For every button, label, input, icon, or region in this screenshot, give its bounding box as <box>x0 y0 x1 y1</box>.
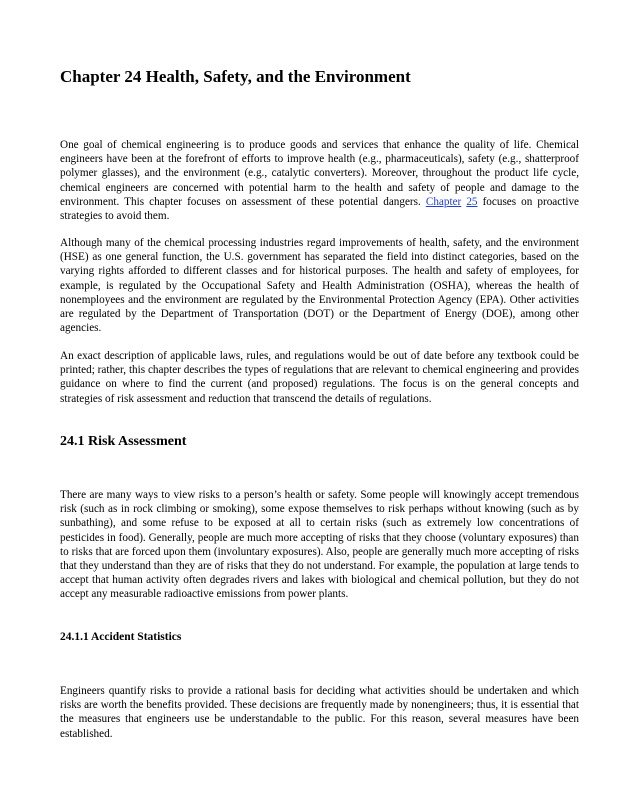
risk-assessment-paragraph: There are many ways to view risks to a person’s health or safety. Some people will knowingly accept tremendous risk (such as in rock climbing or smoking), some expose themselves to risk perhaps without knowing (such as by sunbathing), and some refuse to be exposed at all to certain risks (such as extremely low concentrations of pesticides in food). Generally, people are much more accepting of risks that they choose (voluntary exposures) than to risks that are forced upon them (involuntary exposures). Also, people are generally much more accepting of risks that they understand than they are of risks that they do not understand. For example, the population at large tends to accept that human activity often degrades rivers and lakes with biological and chemical pollution, but they do not accept any measurable radioactive emissions from power plants. <box>60 489 579 601</box>
intro-paragraph-1-text: One goal of chemical engineering is to produce goods and services that enhance the quality of life. Chemical engineers have been at the forefront of efforts to improve health (e.g., pharmaceuticals), safety (e.g., shatterproof polymer glasses), and the environment (e.g., catalytic converters). Moreover, throughout the product life cycle, chemical engineers are concerned with potential harm to the health and safety of people and damage to the environment. This chapter focuses on assessment of these potential dangers. <box>60 139 579 208</box>
chapter-title: Chapter 24 Health, Safety, and the Environment <box>60 67 411 86</box>
chapter-link-word[interactable]: Chapter <box>425 195 462 208</box>
chapter-25-link[interactable]: 25 <box>466 195 478 208</box>
intro-paragraph-1-tail: focuses on proactive strategies to avoid them. <box>60 195 580 223</box>
subsection-heading-accident-statistics: 24.1.1 Accident Statistics <box>60 631 182 643</box>
intro-paragraph-1 <box>60 138 579 223</box>
accident-statistics-paragraph: Engineers quantify risks to provide a rational basis for deciding what activities should be undertaken and which risks are worth the benefits provided. These decisions are frequently made by nonengineers; thus, it is essential that the measures that engineers use be understandable to the public. For this reason, several measures have been established. <box>60 685 579 740</box>
intro-paragraph-2: Although many of the chemical processing industries regard improvements of health, safety, and the environment (HSE) as one general function, the U.S. government has separated the field into distinct categories, based on the varying rights afforded to different classes and for historical purposes. The health and safety of employees, for example, is regulated by the Occupational Safety and Health Administration (OSHA), whereas the health of nonemployees and the environment are regulated by the Environmental Protection Agency (EPA). Other activities are regulated by the Department of Transportation (DOT) or the Department of Energy (DOE), among other agencies. <box>60 237 579 335</box>
section-heading-risk-assessment: 24.1 Risk Assessment <box>60 434 187 449</box>
intro-paragraph-3: An exact description of applicable laws, rules, and regulations would be out of date before any textbook could be printed; rather, this chapter describes the types of regulations that are relevant to chemical engineering and provides guidance on where to find the current (and proposed) regulations. The focus is on the general concepts and strategies of risk assessment and reduction that transcend the details of regulations. <box>60 350 579 405</box>
